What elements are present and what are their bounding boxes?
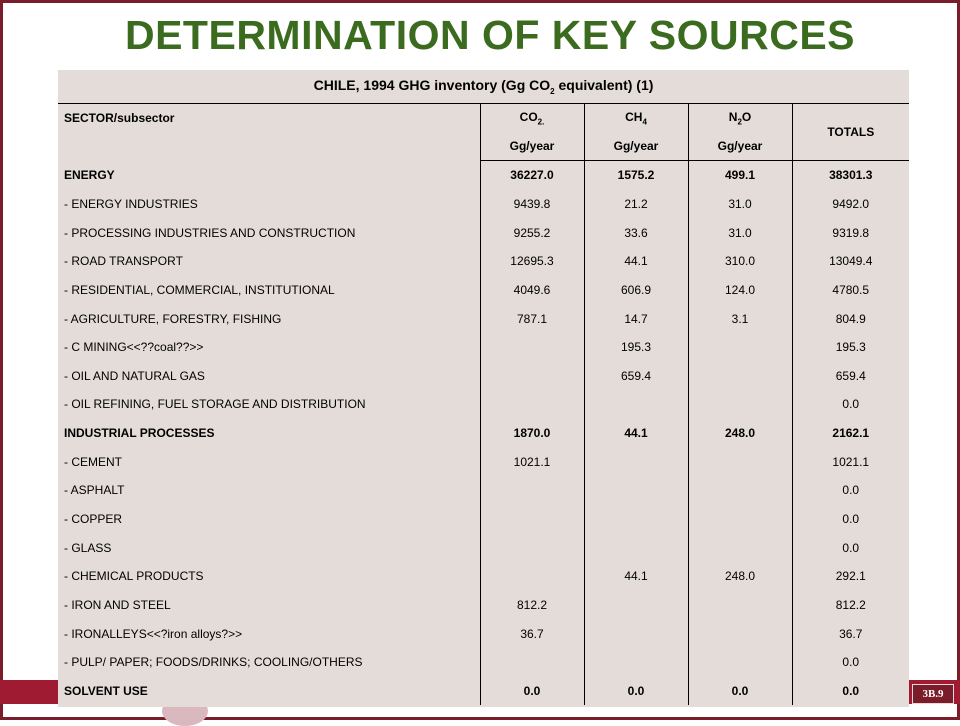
cell-n2o (688, 447, 792, 476)
cell-n2o (688, 361, 792, 390)
cell-ch4: 14.7 (584, 304, 688, 333)
cell-total: 2162.1 (792, 419, 909, 448)
cell-ch4: 44.1 (584, 247, 688, 276)
header-co2: $CO_{2.}$ (480, 104, 584, 133)
cell-co2 (480, 533, 584, 562)
table-row (58, 562, 909, 591)
table-caption: CHILE, 1994 GHG inventory (Gg $CO_2$ equivalent) (1) (58, 70, 909, 104)
cell-co2: 36227.0 (480, 161, 584, 190)
cell-total: 1021.1 (792, 447, 909, 476)
cell-total: 0.0 (792, 476, 909, 505)
cell-ch4: 33.6 (584, 218, 688, 247)
header-unit-co2: Gg/year (480, 132, 584, 161)
row-label: - OIL AND NATURAL GAS (64, 368, 205, 383)
cell-total: 292.1 (792, 562, 909, 591)
cell-co2: 36.7 (480, 619, 584, 648)
table-row (58, 333, 909, 362)
table-row (58, 247, 909, 276)
cell-n2o (688, 390, 792, 419)
row-label: INDUSTRIAL PROCESSES (64, 426, 215, 441)
cell-ch4: 21.2 (584, 190, 688, 219)
table-row (58, 361, 909, 390)
cell-total: 13049.4 (792, 247, 909, 276)
cell-co2: 0.0 (480, 677, 584, 706)
cell-co2: 9255.2 (480, 218, 584, 247)
cell-total: 4780.5 (792, 276, 909, 305)
cell-ch4: 659.4 (584, 361, 688, 390)
cell-ch4: 1575.2 (584, 161, 688, 190)
cell-ch4 (584, 505, 688, 534)
cell-total: 0.0 (792, 505, 909, 534)
cell-n2o (688, 533, 792, 562)
cell-n2o (688, 505, 792, 534)
cell-n2o: 248.0 (688, 419, 792, 448)
row-label: - OIL REFINING, FUEL STORAGE AND DISTRIBUTION (64, 397, 366, 412)
cell-total: 0.0 (792, 648, 909, 677)
table-body (58, 161, 909, 706)
cell-ch4 (584, 533, 688, 562)
cell-co2 (480, 476, 584, 505)
table-row (58, 190, 909, 219)
cell-co2 (480, 505, 584, 534)
row-label: - IRON AND STEEL (64, 597, 171, 612)
header-unit-ch4: Gg/year (584, 132, 688, 161)
cell-n2o: 0.0 (688, 677, 792, 706)
table-row (58, 419, 909, 448)
row-label: - PROCESSING INDUSTRIES AND CONSTRUCTION (64, 225, 356, 240)
cell-total: 38301.3 (792, 161, 909, 190)
cell-ch4 (584, 447, 688, 476)
row-label: - CEMENT (64, 454, 122, 469)
cell-co2: 12695.3 (480, 247, 584, 276)
slide-title: DETERMINATION OF KEY SOURCES (124, 12, 856, 58)
cell-ch4: 0.0 (584, 677, 688, 706)
cell-ch4: 606.9 (584, 276, 688, 305)
row-label: - GLASS (64, 540, 112, 555)
cell-co2 (480, 361, 584, 390)
table-row (58, 218, 909, 247)
cell-n2o: 3.1 (688, 304, 792, 333)
cell-co2 (480, 333, 584, 362)
table-row (58, 677, 909, 706)
cell-total: 195.3 (792, 333, 909, 362)
cell-n2o: 31.0 (688, 218, 792, 247)
cell-co2 (480, 648, 584, 677)
cell-n2o (688, 591, 792, 620)
row-label: - ROAD TRANSPORT (64, 254, 183, 269)
table-row (58, 161, 909, 190)
cell-ch4 (584, 591, 688, 620)
table-row (58, 619, 909, 648)
cell-n2o: 310.0 (688, 247, 792, 276)
row-label: - IRONALLEYS<<?iron alloys?>> (64, 626, 243, 641)
slide-number: 3B.9 (912, 684, 954, 704)
cell-ch4: 44.1 (584, 419, 688, 448)
row-label: ENERGY (64, 168, 115, 183)
row-label: - ASPHALT (64, 483, 125, 498)
table-row (58, 533, 909, 562)
cell-total: 0.0 (792, 390, 909, 419)
row-label: SOLVENT USE (64, 683, 148, 698)
cell-n2o: 499.1 (688, 161, 792, 190)
cell-co2 (480, 562, 584, 591)
cell-total: 9492.0 (792, 190, 909, 219)
cell-ch4 (584, 476, 688, 505)
row-label: - RESIDENTIAL, COMMERCIAL, INSTITUTIONAL (64, 282, 335, 297)
header-n2o: $N_2O$ (688, 104, 792, 133)
cell-n2o (688, 476, 792, 505)
cell-total: 0.0 (792, 677, 909, 706)
cell-total: 36.7 (792, 619, 909, 648)
cell-total: 812.2 (792, 591, 909, 620)
row-label: - COPPER (64, 512, 123, 526)
table-row (58, 476, 909, 505)
cell-ch4: 44.1 (584, 562, 688, 591)
cell-co2: 1870.0 (480, 419, 584, 448)
row-label: - AGRICULTURE, FORESTRY, FISHING (64, 311, 282, 326)
cell-co2 (480, 390, 584, 419)
cell-n2o (688, 333, 792, 362)
table-row (58, 591, 909, 620)
table-row (58, 390, 909, 419)
cell-total: 804.9 (792, 304, 909, 333)
row-label: - CHEMICAL PRODUCTS (64, 569, 204, 584)
cell-n2o (688, 648, 792, 677)
cell-co2: 787.1 (480, 304, 584, 333)
cell-ch4 (584, 619, 688, 648)
cell-total: 659.4 (792, 361, 909, 390)
cell-co2: 1021.1 (480, 447, 584, 476)
row-label: - C MINING<<??coal??>> (64, 340, 204, 355)
ghg-inventory-table-panel (58, 70, 909, 707)
cell-n2o (688, 619, 792, 648)
cell-total: 0.0 (792, 533, 909, 562)
cell-total: 9319.8 (792, 218, 909, 247)
header-totals: TOTALS (792, 104, 909, 161)
row-label: - ENERGY INDUSTRIES (64, 196, 198, 211)
cell-co2: 9439.8 (480, 190, 584, 219)
table-row (58, 648, 909, 677)
table-row (58, 276, 909, 305)
cell-n2o: 248.0 (688, 562, 792, 591)
ghg-inventory-table (58, 70, 909, 705)
table-row (58, 505, 909, 534)
cell-n2o: 124.0 (688, 276, 792, 305)
header-ch4: $CH_4$ (584, 104, 688, 133)
cell-co2: 812.2 (480, 591, 584, 620)
cell-co2: 4049.6 (480, 276, 584, 305)
cell-n2o: 31.0 (688, 190, 792, 219)
cell-ch4: 195.3 (584, 333, 688, 362)
header-sector: SECTOR/subsector (64, 111, 175, 125)
table-row (58, 304, 909, 333)
row-label: - PULP/ PAPER; FOODS/DRINKS; COOLING/OTHERS (64, 655, 363, 670)
cell-ch4 (584, 648, 688, 677)
cell-ch4 (584, 390, 688, 419)
table-row (58, 447, 909, 476)
header-unit-n2o: Gg/year (688, 132, 792, 161)
